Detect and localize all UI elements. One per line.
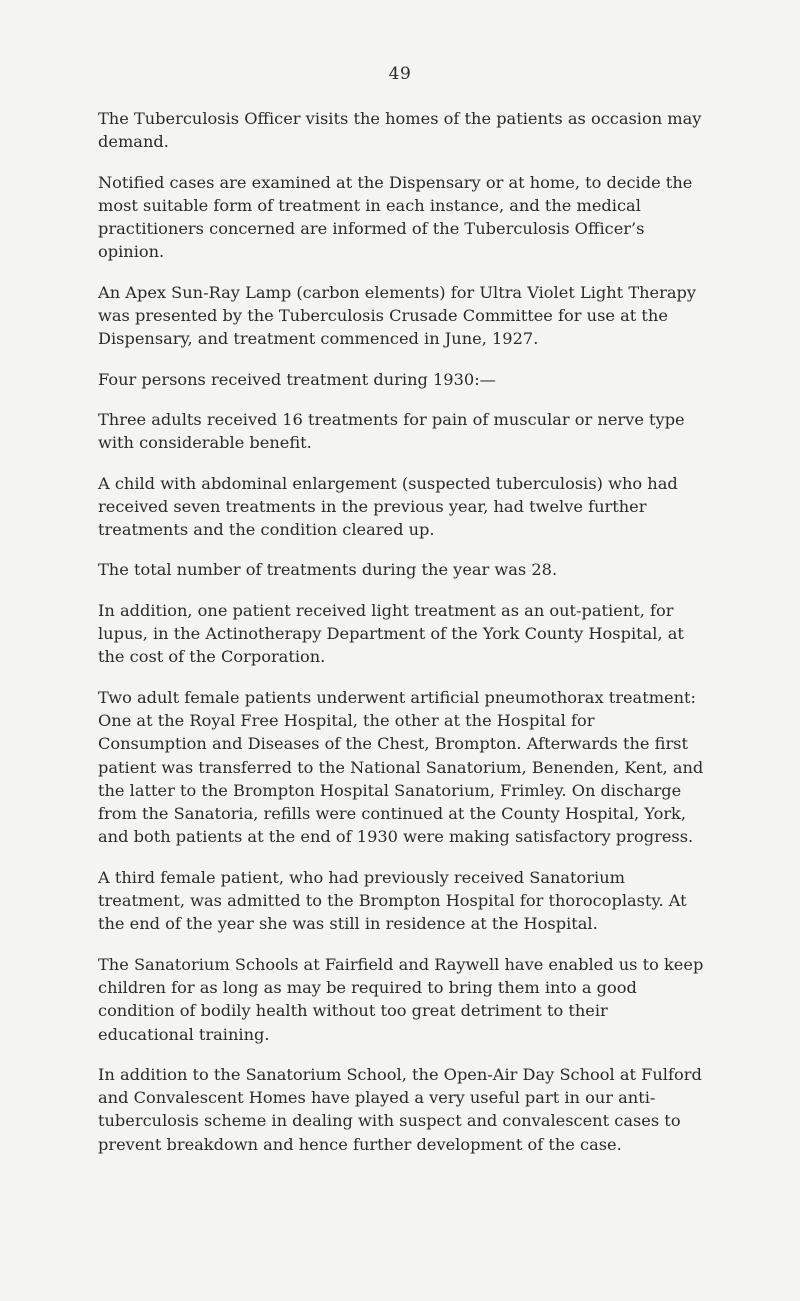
- page-number: 49: [388, 64, 412, 84]
- paragraph-sun-ray-lamp: An Apex Sun-Ray Lamp (carbon elements) for Ultra Violet Light Therapy was presented by the Tuberculosis Crusade Committee for use at the Dispensary, and treatment commenced in June, 1927.: [98, 282, 697, 349]
- paragraph-home-visits: The Tuberculosis Officer visits the homes of the patients as occasion may demand.: [98, 109, 702, 152]
- paragraph-sanatorium-schools: The Sanatorium Schools at Fairfield and Raywell have enabled us to keep children for as long as may be required to bring them into a good condition of bodily health without too great detriment to their educational training.: [98, 954, 704, 1044]
- paragraph-child-treatment: A child with abdominal enlargement (suspected tuberculosis) who had received seven treatments in the previous year, had twelve further treatments and the condition cleared up.: [98, 473, 678, 540]
- paragraph-pneumothorax: Two adult female patients underwent artificial pneumothorax treatment: One at the Royal Free Hospital, the other at the Hospital for Consumption and Diseases of the Chest, Brompton. Afterwards the first patient was transferred to the National Sanatorium, Benenden, Kent, and the latter to the Brompton Hospital Sanatorium, Frimley. On discharge from the Sanatoria, refills were continued at the County Hospital, York, and both patients at the end of 1930 were making satisfactory progress.: [98, 687, 704, 847]
- paragraph-four-persons: Four persons received treatment during 1930:—: [98, 369, 496, 389]
- paragraph-total-treatments: The total number of treatments during the year was 28.: [98, 560, 558, 580]
- paragraph-three-adults: Three adults received 16 treatments for pain of muscular or nerve type with considerable benefit.: [98, 409, 685, 453]
- body-text: [98, 107, 704, 1173]
- paragraph-lupus-out-patient: In addition, one patient received light treatment as an out-patient, for lupus, in the Actinotherapy Department of the York County Hospital, at the cost of the Corporation.: [98, 600, 684, 667]
- paragraph-third-female-patient: A third female patient, who had previously received Sanatorium treatment, was admitted to the Brompton Hospital for thorocoplasty. At the end of the year she was still in residence at the Hospital.: [98, 867, 687, 934]
- paragraph-open-air-school: In addition to the Sanatorium School, the Open-Air Day School at Fulford and Convalescent Homes have played a very useful part in our anti-tuberculosis scheme in dealing with suspect and convalescent cases to prevent breakdown and hence further development of the case.: [98, 1064, 702, 1154]
- paragraph-notified-cases: Notified cases are examined at the Dispensary or at home, to decide the most suitable form of treatment in each instance, and the medical practitioners concerned are informed of the Tuberculosis Officer’s opinion.: [98, 172, 693, 262]
